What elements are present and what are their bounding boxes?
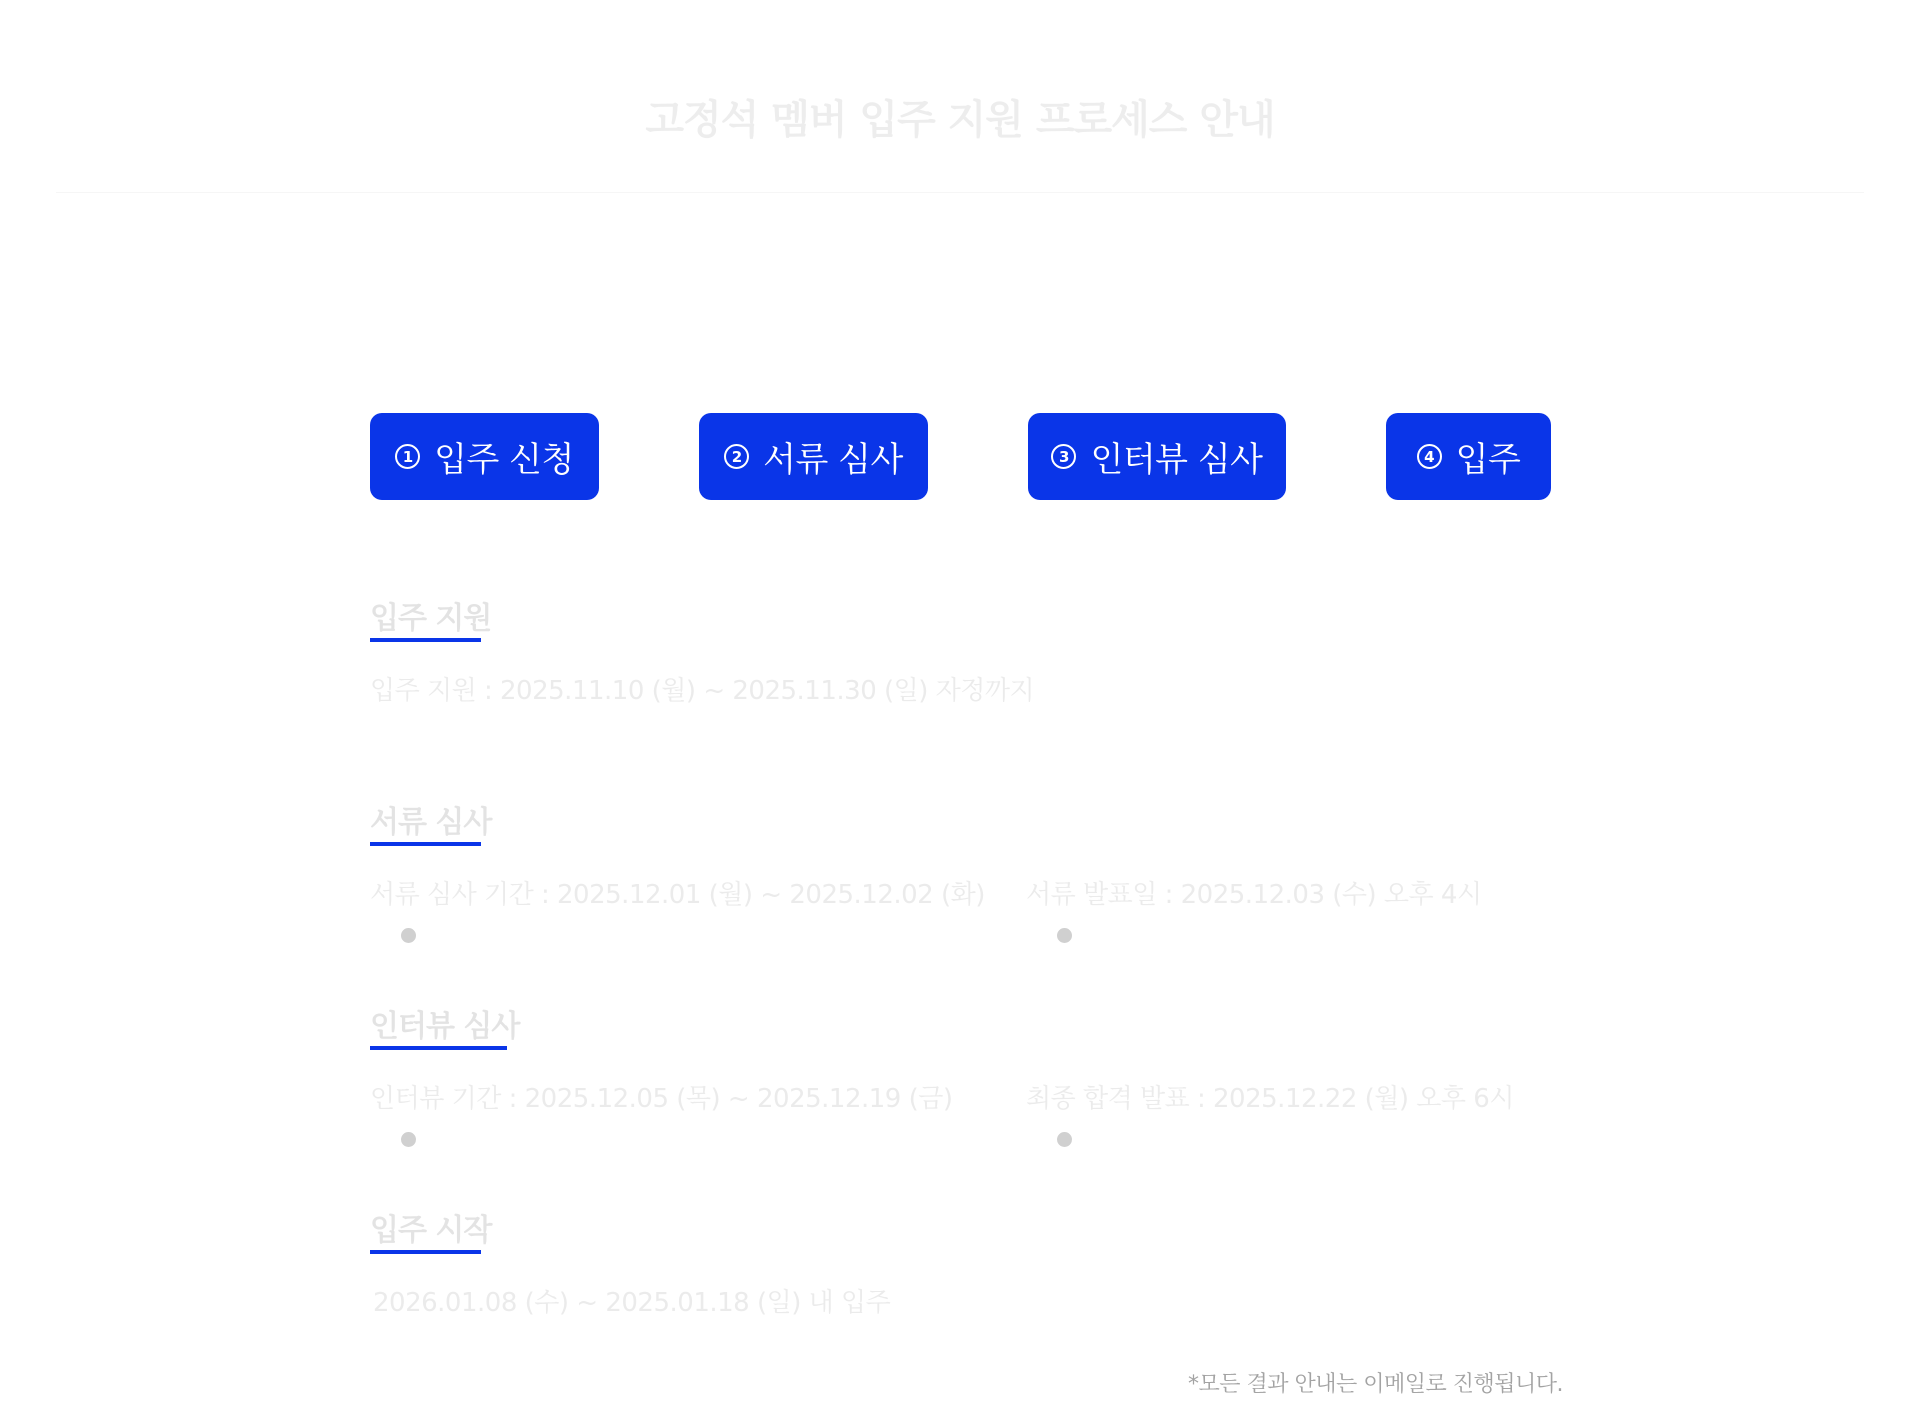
bullet-dot (401, 1132, 416, 1147)
final-result-date-text: 최종 합격 발표 : 2025.12.22 (월) 오후 6시 (1026, 1084, 1514, 1114)
application-period-text: 입주 지원 : 2025.11.10 (월) ~ 2025.11.30 (일) 자정까지 (370, 676, 1035, 706)
step-interview-button[interactable] (1028, 413, 1286, 500)
section-underline (370, 1046, 507, 1050)
step-label: 입주 (1455, 440, 1521, 480)
step-number-badge: 4 (1417, 444, 1442, 469)
section-underline (370, 1250, 481, 1254)
footnote: *모든 결과 안내는 이메일로 진행됩니다. (1188, 1372, 1563, 1397)
step-label: 서류 심사 (763, 440, 903, 480)
document-result-date-text: 서류 발표일 : 2025.12.03 (수) 오후 4시 (1026, 880, 1482, 910)
step-document-review-button[interactable] (699, 413, 928, 500)
interview-period-text: 인터뷰 기간 : 2025.12.05 (목) ~ 2025.12.19 (금) (370, 1084, 953, 1114)
step-number-badge: 1 (395, 444, 420, 469)
step-apply-button[interactable] (370, 413, 599, 500)
title-divider (56, 192, 1864, 193)
step-number-badge: 2 (724, 444, 749, 469)
step-move-in-button[interactable] (1386, 413, 1551, 500)
section-heading-interview: 인터뷰 심사 (370, 1009, 520, 1044)
step-number-badge: 3 (1051, 444, 1076, 469)
bullet-dot (1057, 928, 1072, 943)
bullet-dot (401, 928, 416, 943)
section-underline (370, 638, 481, 642)
page-title: 고정석 멤버 입주 지원 프로세스 안내 (645, 97, 1275, 143)
document-review-period-text: 서류 심사 기간 : 2025.12.01 (월) ~ 2025.12.02 (화) (370, 880, 985, 910)
bullet-dot (1057, 1132, 1072, 1147)
section-heading-application: 입주 지원 (370, 601, 492, 636)
section-heading-move-in: 입주 시작 (370, 1213, 492, 1248)
section-underline (370, 842, 481, 846)
section-heading-document-review: 서류 심사 (370, 805, 492, 840)
step-label: 인터뷰 심사 (1090, 440, 1263, 480)
step-label: 입주 신청 (434, 440, 574, 480)
move-in-period-text: 2026.01.08 (수) ~ 2025.01.18 (일) 내 입주 (373, 1288, 891, 1318)
